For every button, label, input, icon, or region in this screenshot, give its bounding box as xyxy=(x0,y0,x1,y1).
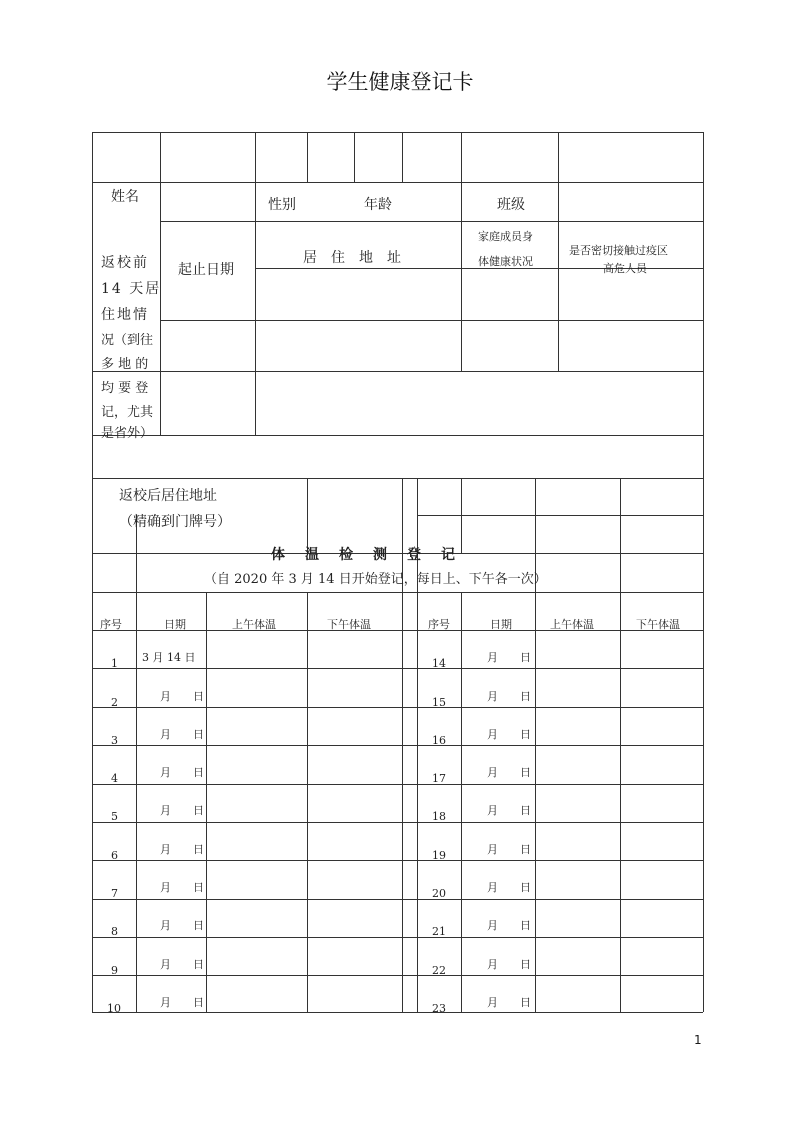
row-date: 月 日 xyxy=(160,804,204,817)
grid-line-v xyxy=(461,132,462,182)
header-date-right: 日期 xyxy=(490,618,512,631)
row-date: 月 日 xyxy=(160,919,204,932)
col-family-label: 体健康状况 xyxy=(478,255,533,268)
col-family-label: 家庭成员身 xyxy=(478,230,533,243)
return-address-note: （精确到门牌号） xyxy=(119,514,231,530)
grid-line-h xyxy=(92,435,703,436)
row-date: 月 日 xyxy=(160,690,204,703)
header-pm-temp-right: 下午体温 xyxy=(636,618,680,631)
temperature-subheading: （自 2020 年 3 月 14 日开始登记，每日上、下午各一次） xyxy=(204,572,547,587)
row-number: 2 xyxy=(111,696,118,709)
row-number: 4 xyxy=(111,772,118,785)
gender-label: 性别 xyxy=(268,197,296,213)
grid-line-h xyxy=(92,745,703,746)
col-address-label: 居 住 地 址 xyxy=(303,250,401,266)
row-number: 21 xyxy=(432,925,446,938)
header-pm-temp: 下午体温 xyxy=(327,618,371,631)
grid-line-h xyxy=(92,822,703,823)
grid-line-v xyxy=(206,592,207,1012)
grid-line-v xyxy=(307,592,308,1012)
row-number: 18 xyxy=(432,810,446,823)
grid-line-v xyxy=(461,592,462,1012)
row-date: 月 日 xyxy=(487,766,531,779)
grid-line-v xyxy=(354,132,355,182)
grid-line-h xyxy=(92,707,703,708)
row-number: 20 xyxy=(432,887,446,900)
grid-line-v xyxy=(461,182,462,371)
row-date: 月 日 xyxy=(487,996,531,1009)
row-number: 23 xyxy=(432,1002,446,1015)
grid-line-h xyxy=(92,860,703,861)
grid-line-h xyxy=(92,182,703,183)
row-date: 月 日 xyxy=(487,690,531,703)
header-no-right: 序号 xyxy=(428,618,450,631)
row-number: 7 xyxy=(111,887,118,900)
temperature-heading: 体 温 检 测 登 记 xyxy=(271,547,458,563)
row-number: 5 xyxy=(111,810,118,823)
col-contact-label: 高危人员 xyxy=(603,262,647,275)
return-address-label: 返校后居住地址 xyxy=(119,488,217,504)
grid-line-v xyxy=(558,132,559,182)
grid-line-h xyxy=(92,1012,703,1013)
grid-line-v xyxy=(255,182,256,435)
header-no: 序号 xyxy=(100,618,122,631)
row-number: 17 xyxy=(432,772,446,785)
grid-line-h xyxy=(92,975,703,976)
row-number: 10 xyxy=(107,1002,121,1015)
grid-line-h xyxy=(92,937,703,938)
row-number: 6 xyxy=(111,849,118,862)
row-date: 月 日 xyxy=(487,958,531,971)
page-title: 学生健康登记卡 xyxy=(326,70,474,94)
row-date: 月 日 xyxy=(160,881,204,894)
row-date: 月 日 xyxy=(160,728,204,741)
header-am-temp: 上午体温 xyxy=(232,618,276,631)
row-date: 月 日 xyxy=(160,766,204,779)
row-number: 3 xyxy=(111,734,118,747)
row-date: 月 日 xyxy=(487,728,531,741)
row-number: 19 xyxy=(432,849,446,862)
residence-line: 况（到往 xyxy=(101,333,154,348)
header-date: 日期 xyxy=(164,618,186,631)
grid-line-v xyxy=(255,132,256,182)
row-number: 1 xyxy=(111,657,118,670)
residence-line: 14 天居 xyxy=(101,281,162,297)
age-label: 年龄 xyxy=(364,197,392,213)
grid-line-h xyxy=(160,221,703,222)
grid-line-h xyxy=(92,478,703,479)
grid-line-v xyxy=(92,132,93,1012)
grid-line-v xyxy=(402,132,403,182)
row-date: 月 日 xyxy=(487,919,531,932)
grid-line-v xyxy=(558,182,559,371)
name-label: 姓名 xyxy=(111,189,139,205)
residence-line: 返校前 xyxy=(101,255,149,271)
row-date: 月 日 xyxy=(160,958,204,971)
row-date: 月 日 xyxy=(487,843,531,856)
col-contact-label: 是否密切接触过疫区 xyxy=(569,244,668,257)
row-number: 8 xyxy=(111,925,118,938)
row-date: 月 日 xyxy=(487,804,531,817)
class-label: 班级 xyxy=(497,197,525,213)
grid-line-v xyxy=(160,182,161,435)
row-number: 15 xyxy=(432,696,446,709)
row-date: 月 日 xyxy=(160,843,204,856)
grid-line-h xyxy=(92,132,703,133)
grid-line-h xyxy=(417,515,703,516)
grid-line-h xyxy=(92,592,703,593)
grid-line-h xyxy=(160,320,703,321)
row-number: 14 xyxy=(432,657,446,670)
residence-line: 均 要 登 xyxy=(101,381,149,396)
residence-line: 是省外） xyxy=(101,426,154,441)
row-number: 16 xyxy=(432,734,446,747)
row-date: 月 日 xyxy=(487,651,531,664)
residence-line: 住地情 xyxy=(101,307,149,323)
page-number: 1 xyxy=(694,1033,702,1047)
grid-line-h xyxy=(92,668,703,669)
grid-line-h xyxy=(92,784,703,785)
residence-line: 记，尤其 xyxy=(101,405,154,420)
grid-line-v xyxy=(307,478,308,553)
grid-line-v xyxy=(160,132,161,182)
row-date: 3 月 14 日 xyxy=(142,651,196,664)
residence-line: 多 地 的 xyxy=(101,357,149,372)
grid-line-v xyxy=(307,132,308,182)
row-number: 9 xyxy=(111,964,118,977)
row-number: 22 xyxy=(432,964,446,977)
grid-line-v xyxy=(703,132,704,1012)
header-am-temp-right: 上午体温 xyxy=(550,618,594,631)
col-date-label: 起止日期 xyxy=(178,262,234,278)
row-date: 月 日 xyxy=(160,996,204,1009)
row-date: 月 日 xyxy=(487,881,531,894)
grid-line-h xyxy=(92,899,703,900)
grid-line-h xyxy=(92,371,703,372)
